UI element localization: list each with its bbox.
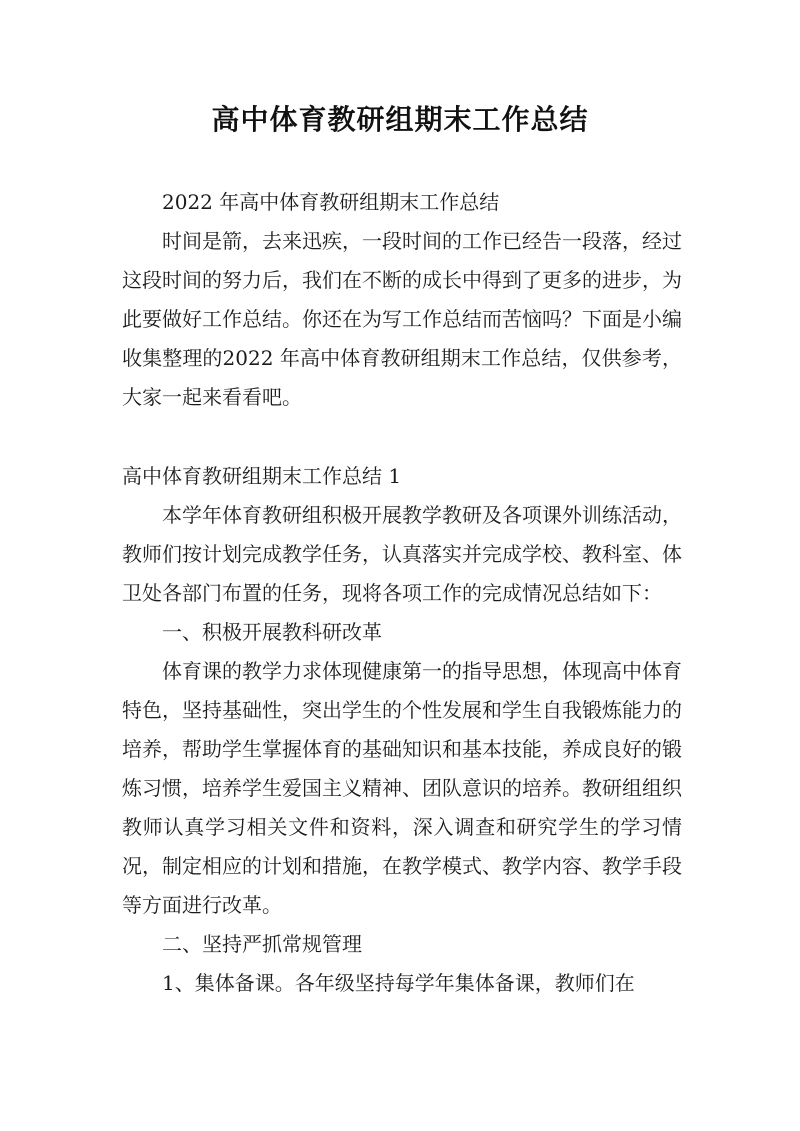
- subsection-heading: 二、坚持严抓常规管理: [162, 932, 362, 956]
- section-heading: 高中体育教研组期末工作总结 1: [122, 464, 402, 488]
- document-body: [122, 183, 682, 1003]
- document-title: 高中体育教研组期末工作总结: [211, 103, 589, 136]
- section-paragraph: 体育课的教学力求体现健康第一的指导思想，体现高中体育特色，坚持基础性，突出学生的个性发展和学生自我锻炼能力的培养，帮助学生掌握体育的基础知识和基本技能，养成良好的锻炼习惯，培养学生爱国主义精神、团队意识的培养。教研组组织教师认真学习相关文件和资料，深入调查和研究学生的学习情况，制定相应的计划和措施，在教学模式、教学内容、教学手段等方面进行改革。: [122, 659, 682, 917]
- section-paragraph: 本学年体育教研组积极开展教学教研及各项课外训练活动，教师们按计划完成教学任务，认真落实并完成学校、教科室、体卫处各部门布置的任务，现将各项工作的完成情况总结如下：: [122, 503, 682, 605]
- section-paragraph: 1、集体备课。各年级坚持每学年集体备课，教师们在: [162, 971, 635, 995]
- intro-paragraph: 时间是箭，去来迅疾，一段时间的工作已经告一段落，经过这段时间的努力后，我们在不断的成长中得到了更多的进步，为此要做好工作总结。你还在为写工作总结而苦恼吗？下面是小编收集整理的2022 年高中体育教研组期末工作总结，仅供参考，大家一起来看看吧。: [122, 229, 682, 409]
- subsection-heading: 一、积极开展教科研改革: [162, 620, 382, 644]
- intro-heading: 2022 年高中体育教研组期末工作总结: [162, 190, 500, 214]
- section-spacer: [122, 417, 682, 457]
